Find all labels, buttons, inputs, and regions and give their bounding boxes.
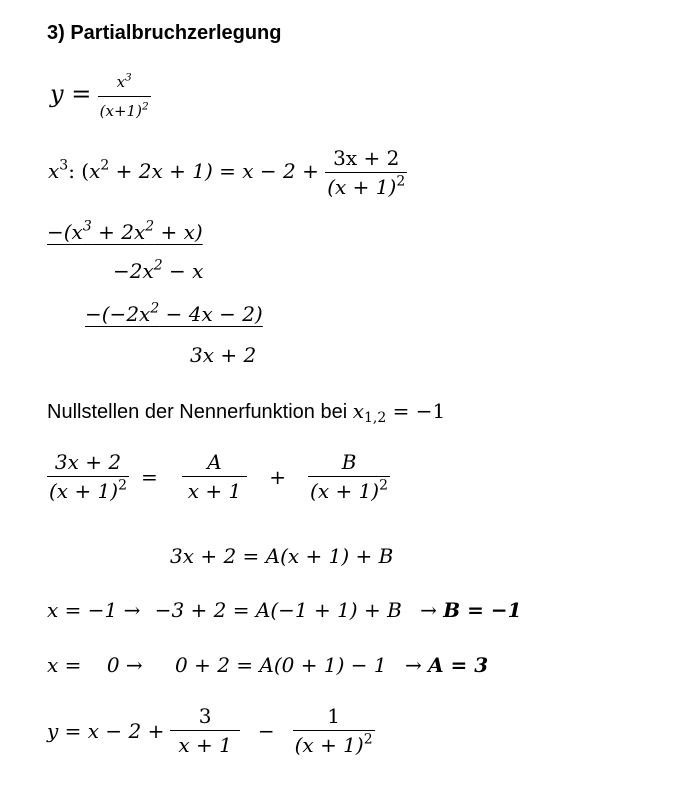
ansatz-a-fraction: $\frac{A}{x + 1}$ [182, 450, 247, 503]
subtraction-step-2: $-(-2x^2 - 4x - 2)$ [85, 300, 263, 326]
remainder-step-2: 3x + 2 [190, 343, 257, 367]
final-result: y = x − 2 + $\frac{3}{x + 1}$ − $\frac{1}{(x + 1)^2}$ [47, 704, 373, 757]
function-definition [50, 70, 151, 123]
function-fraction: $\frac{x^3}{(x+1)^2}$ [98, 70, 151, 123]
partial-fraction-ansatz: $\frac{3x + 2}{(x + 1)^2}$ = $\frac{A}{x + 1}$ + $\frac{B}{(x + 1)^2}$ [49, 450, 389, 503]
function-lhs: y = [50, 80, 92, 108]
section-heading: 3) Partialbruchzerlegung [47, 22, 282, 44]
coefficient-equation: 3x + 2 = A(x + 1) + B [170, 544, 394, 568]
ansatz-b-fraction: $\frac{B}{(x + 1)^2}$ [310, 450, 389, 503]
subtraction-step-1: $-(x^3 + 2x^2 + x)$ [47, 218, 203, 244]
polynomial-division-line: $x^3$: $(x^2 + 2x + 1) = x - 2$ + $\frac{3x + 2}{(x + 1)^2}$ [48, 146, 406, 199]
nullstellen-line: Nullstellen der Nennerfunktion bei $x_{1,2} = -1$ [47, 399, 446, 427]
ansatz-lhs-fraction: $\frac{3x + 2}{(x + 1)^2}$ [49, 450, 128, 503]
remainder-step-1: $-2x^2 - x$ [113, 257, 204, 283]
result-b: B = −1 [443, 598, 522, 622]
result-a: A = 3 [428, 653, 489, 677]
substitution-line-2: x = 0 → 0 + 2 = A(0 + 1) − 1 → A = 3 [47, 653, 489, 677]
final-fraction-1: $\frac{3}{x + 1}$ [170, 704, 239, 757]
remainder-fraction: $\frac{3x + 2}{(x + 1)^2}$ [327, 146, 406, 199]
substitution-line-1: x = −1 → −3 + 2 = A(−1 + 1) + B → B = −1 [47, 598, 522, 622]
final-fraction-2: $\frac{1}{(x + 1)^2}$ [294, 704, 373, 757]
